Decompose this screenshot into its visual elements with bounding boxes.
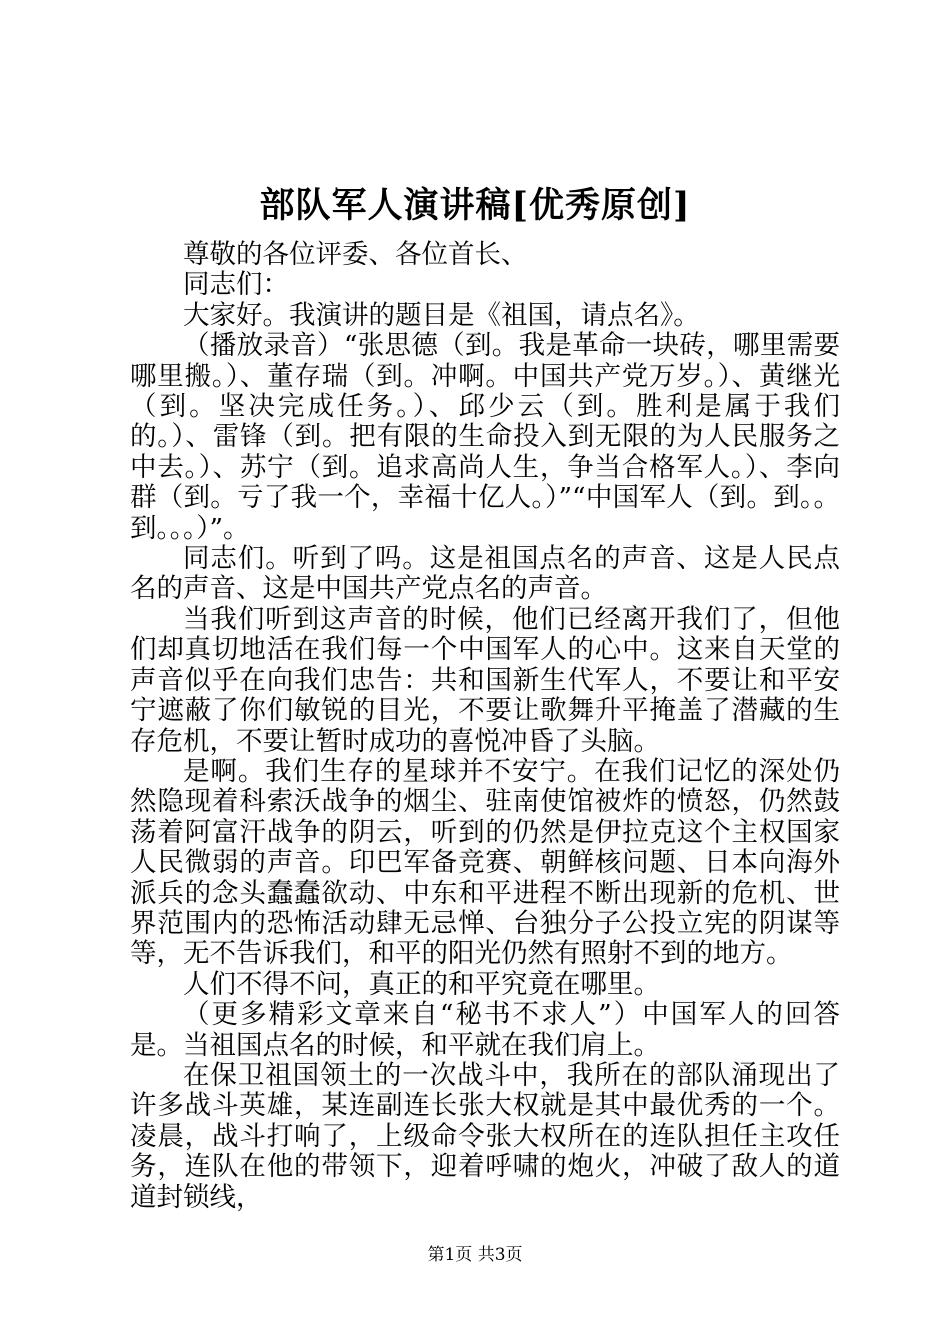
paragraph: （播放录音）“张思德（到。我是革命一块砖，哪里需要哪里搬。）、董存瑞（到。冲啊。中国共产党万岁。）、黄继光（到。坚决完成任务。）、邱少云（到。胜利是属于我们的。）、雷锋（到。把有限的生命投入到无限的为人民服务之中去。）、苏宁（到。追求高尚人生，争当合格军人。）、李向群（到。亏了我一个，幸福十亿人。）”“中国军人（到。到。。到。。。）”。 [130,330,840,544]
paragraph: 同志们： [183,269,289,301]
paragraph: 是啊。我们生存的星球并不安宁。在我们记忆的深处仍然隐现着科索沃战争的烟尘、驻南使馆被炸的愤怒，仍然鼓荡着阿富汗战争的阴云，听到的仍然是伊拉克这个主权国家人民微弱的声音。印巴军备竞赛、朝鲜核问题、日本向海外派兵的念头蠢蠢欲动、中东和平进程不断出现新的危机、世界范围内的恐怖活动肆无忌惮、台独分子公投立宪的阴谋等等，无不告诉我们，和平的阳光仍然有照射不到的地方。 [130,755,840,970]
paragraph: 人们不得不问，真正的和平究竟在哪里。 [183,968,660,1000]
paragraph: 在保卫祖国领土的一次战斗中，我所在的部队涌现出了许多战斗英雄，某连副连长张大权就是其中最优秀的一个。凌晨，战斗打响了，上级命令张大权所在的连队担任主攻任务，连队在他的带领下，迎着呼啸的炮火，冲破了敌人的道道封锁线， [130,1059,840,1213]
paragraph: （更多精彩文章来自“秘书不求人”）中国军人的回答是。当祖国点名的时候，和平就在我们肩上。 [130,999,840,1061]
paragraph: 大家好。我演讲的题目是《祖国，请点名》。 [183,299,700,331]
document-title: 部队军人演讲稿[优秀原创] [259,185,691,226]
page-number-footer: 第1页 共3页 [427,1245,523,1265]
document-body [130,240,840,1213]
paragraph: 当我们听到这声音的时候，他们已经离开我们了，但他们却真切地活在我们每一个中国军人的心中。这来自天堂的声音似乎在向我们忠告：共和国新生代军人，不要让和平安宁遮蔽了你们敏锐的目光，不要让歌舞升平掩盖了潜藏的生存危机，不要让暂时成功的喜悦冲昏了头脑。 [130,603,840,757]
paragraph: 同志们。听到了吗。这是祖国点名的声音、这是人民点名的声音、这是中国共产党点名的声音。 [130,543,840,605]
paragraph: 尊敬的各位评委、各位首长、 [183,239,528,270]
